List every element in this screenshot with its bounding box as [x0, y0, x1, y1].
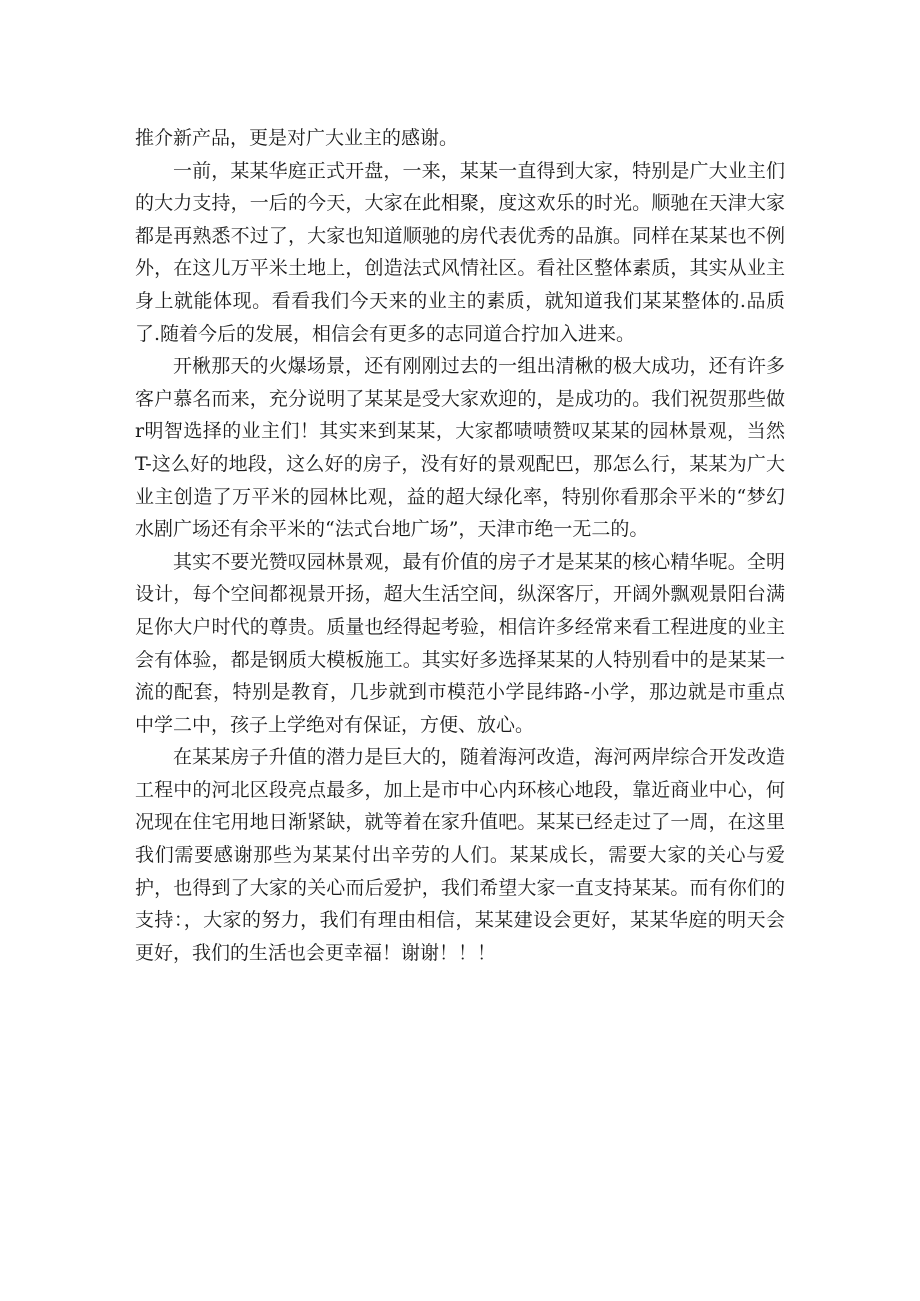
document-body [135, 122, 785, 969]
paragraph-design: 其实不要光赞叹园林景观，最有价值的房子才是某某的核心精华呢。全明设计，每个空间都视景开扬，超大生活空间，纵深客厅，开阔外飘观景阳台满足你大户时代的尊贵。质量也经得起考验，相信许多经常来看工程进度的业主会有体验，都是钢质大模板施工。其实好多选择某某的人特别看中的是某某一流的配套，特别是教育，几步就到市模范小学昆纬路-小学，那边就是市重点中学二中，孩子上学绝对有保证，方便、放心。 [135, 550, 785, 736]
paragraph-continued: 推介新产品，更是对广大业主的感谢。 [135, 127, 459, 149]
paragraph-landscape: 开楸那天的火爆场景，还有刚刚过去的一组出清楸的极大成功，还有许多客户慕名而来，充分说明了某某是受大家欢迎的，是成功的。我们祝贺那些做r明智选择的业主们！其实来到某某，大家都啧啧赞叹某某的园林景观，当然T-这么好的地段，这么好的房子，没有好的景观配巴，那怎么行，某某为广大业主创造了万平米的园林比观，益的超大绿化率，特别你看那余平米的“梦幻水剧广场还有余平米的“法式台地广场”，天津市绝一无二的。 [135, 355, 785, 541]
paragraph-closing: 在某某房子升值的潜力是巨大的，随着海河改造，海河两岸综合开发改造工程中的河北区段亮点最多，加上是市中心内环核心地段，靠近商业中心，何况现在住宅用地日渐紧缺，就等着在家升值吧。某某已经走过了一周，在这里我们需要感谢那些为某某付出辛劳的人们。某某成长，需要大家的关心与爱护，也得到了大家的关心而后爱护，我们希望大家一直支持某某。而有你们的支持：，大家的努力，我们有理由相信，某某建设会更好，某某华庭的明天会更好，我们的生活也会更幸福！谢谢！！！ [135, 746, 785, 964]
paragraph-opening: 一前，某某华庭正式开盘，一来，某某一直得到大家，特别是广大业主们的大力支持，一后的今天，大家在此相聚，度这欢乐的时光。顺驰在天津大家都是再熟悉不过了，大家也知道顺驰的房代表优秀的品旗。同样在某某也不例外，在这儿万平米土地上，创造法式风情社区。看社区整体素质，其实从业主身上就能体现。看看我们今天来的业主的素质，就知道我们某某整体的.品质了.随着今后的发展，相信会有更多的志同道合拧加入进来。 [135, 159, 785, 345]
